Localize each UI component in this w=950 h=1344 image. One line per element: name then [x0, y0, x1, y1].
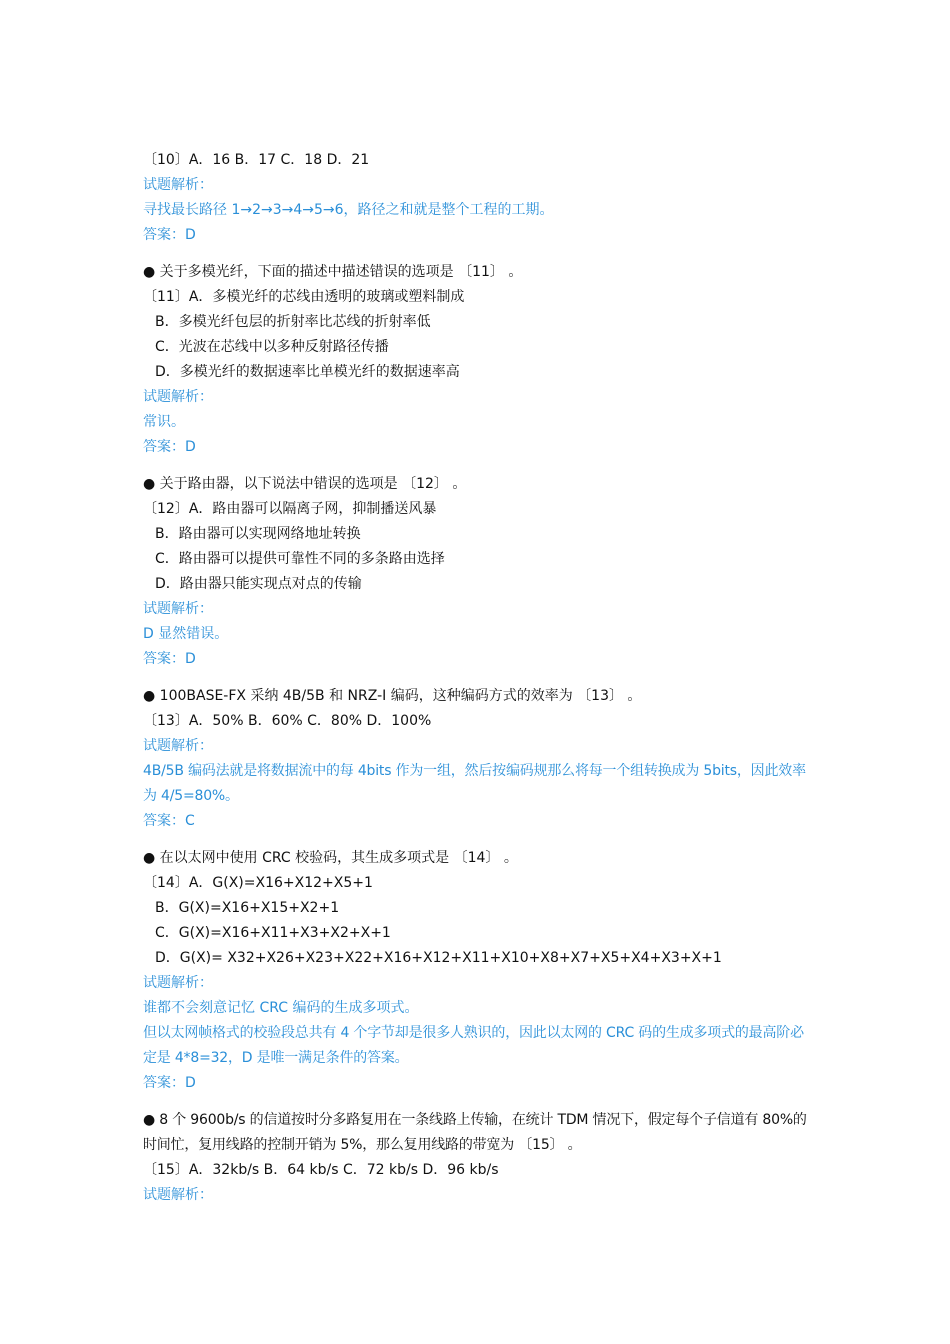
q14-option-a: 〔14〕A．G(X)=X16+X12+X5+1	[143, 875, 373, 891]
q11-answer: 答案：D	[143, 439, 196, 455]
q15-analysis-label: 试题解析：	[143, 1187, 213, 1203]
q11-option-a: 〔11〕A．多模光纤的芯线由透明的玻璃或塑料制成	[143, 289, 465, 305]
q11-option-d: D．多模光纤的数据速率比单模光纤的数据速率高	[155, 364, 460, 380]
q11-question: ● 关于多模光纤，下面的描述中描述错误的选项是 〔11〕 。	[143, 264, 523, 280]
q14-analysis-text-1: 谁都不会刻意记忆 CRC 编码的生成多项式。	[143, 1000, 419, 1016]
q15-options: 〔15〕A．32kb/s B．64 kb/s C．72 kb/s D．96 kb/s	[143, 1162, 499, 1178]
q13-question: ● 100BASE-FX 采纳 4B/5B 和 NRZ-I 编码，这种编码方式的效率为 〔13〕 。	[143, 688, 642, 704]
q14-option-d: D．G(X)= X32+X26+X23+X22+X16+X12+X11+X10+X8+X7+X5+X4+X3+X+1	[155, 950, 722, 966]
q14-question: ● 在以太网中使用 CRC 校验码，其生成多项式是 〔14〕 。	[143, 850, 518, 866]
q15-question: ● 8 个 9600b/s 的信道按时分多路复用在一条线路上传输，在统计 TDM 情况下，假定每个子信道有 80%的时间忙，复用线路的控制开销为 5%，那么复用线路的带宽为 〔15〕 。	[143, 1112, 807, 1153]
q14-option-c: C．G(X)=X16+X11+X3+X2+X+1	[155, 925, 391, 941]
q11-analysis-text: 常识。	[143, 414, 185, 430]
q12-answer: 答案：D	[143, 651, 196, 667]
document-page	[0, 148, 950, 1208]
q12-option-a: 〔12〕A．路由器可以隔离子网，抑制播送风暴	[143, 501, 437, 517]
q10-options: 〔10〕A．16 B．17 C．18 D．21	[143, 152, 370, 168]
q12-option-b: B．路由器可以实现网络地址转换	[155, 526, 361, 542]
q12-option-c: C．路由器可以提供可靠性不同的多条路由选择	[155, 551, 445, 567]
q14-answer: 答案：D	[143, 1075, 196, 1091]
q10-analysis-text: 寻找最长路径 1→2→3→4→5→6，路径之和就是整个工程的工期。	[143, 202, 554, 218]
q12-option-d: D．路由器只能实现点对点的传输	[155, 576, 362, 592]
q14-analysis-text-2: 但以太网帧格式的校验段总共有 4 个字节却是很多人熟识的，因此以太网的 CRC 码的生成多项式的最高阶必定是 4*8=32，D 是唯一满足条件的答案。	[143, 1025, 804, 1066]
q13-options: 〔13〕A．50% B．60% C．80% D．100%	[143, 713, 432, 729]
q13-analysis-text: 4B/5B 编码法就是将数据流中的每 4bits 作为一组，然后按编码规那么将每一个组转换成为 5bits，因此效率为 4/5=80%。	[143, 763, 806, 804]
q14-analysis-label: 试题解析：	[143, 975, 213, 991]
q11-option-b: B．多模光纤包层的折射率比芯线的折射率低	[155, 314, 431, 330]
q13-analysis-label: 试题解析：	[143, 738, 213, 754]
q12-analysis-text: D 显然错误。	[143, 626, 229, 642]
q13-answer: 答案：C	[143, 813, 195, 829]
q11-analysis-label: 试题解析：	[143, 389, 213, 405]
q11-option-c: C．光波在芯线中以多种反射路径传播	[155, 339, 389, 355]
q10-analysis-label: 试题解析：	[143, 177, 213, 193]
q12-analysis-label: 试题解析：	[143, 601, 213, 617]
q12-question: ● 关于路由器，以下说法中错误的选项是 〔12〕 。	[143, 476, 467, 492]
q10-answer: 答案：D	[143, 227, 196, 243]
q14-option-b: B．G(X)=X16+X15+X2+1	[155, 900, 340, 916]
